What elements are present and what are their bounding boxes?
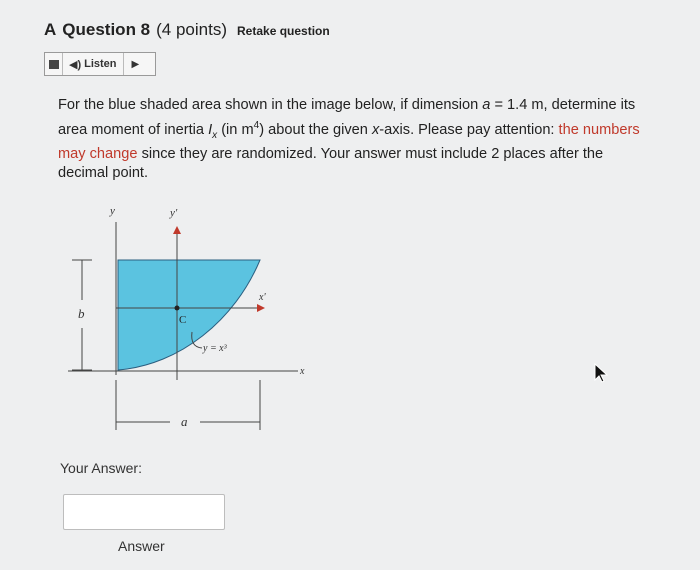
- shaded-area: [118, 260, 260, 370]
- your-answer-label: Your Answer:: [60, 460, 142, 476]
- warning-icon: A: [44, 20, 57, 39]
- label-x: x: [300, 366, 305, 377]
- label-xprime: x': [259, 292, 266, 303]
- label-yprime: y': [170, 207, 178, 219]
- answer-input[interactable]: [63, 494, 225, 530]
- label-a: a: [181, 414, 188, 429]
- answer-caption: Answer: [118, 538, 165, 554]
- question-points: (4 points): [156, 20, 228, 39]
- label-y: y: [110, 205, 115, 217]
- listen-button[interactable]: [63, 53, 124, 75]
- speaker-icon: ◀): [69, 58, 82, 71]
- question-header: [44, 20, 330, 40]
- menu-icon[interactable]: [45, 53, 63, 75]
- play-icon[interactable]: ▶: [131, 58, 140, 70]
- question-title: Question 8: [62, 20, 151, 39]
- listen-toolbar: [44, 52, 156, 76]
- retake-question-link[interactable]: Retake question: [237, 24, 330, 38]
- mouse-cursor-icon: [593, 363, 609, 383]
- label-b: b: [78, 306, 85, 321]
- question-text: For the blue shaded area shown in the image below, if dimension a = 1.4 m, determine its area moment of inertia $I_x$ (in $m^4$) about the given x-axis. Please pay attention: the numbers may change since they are randomized. Your answer must include 2 places after the decimal point.: [58, 97, 640, 182]
- var-a: a: [482, 97, 491, 113]
- randomized-warning: the numbers may change: [58, 121, 640, 162]
- label-c: C: [179, 314, 187, 326]
- listen-label: Listen: [84, 58, 117, 70]
- label-curve: y = x³: [203, 343, 227, 354]
- area-figure: [60, 200, 320, 440]
